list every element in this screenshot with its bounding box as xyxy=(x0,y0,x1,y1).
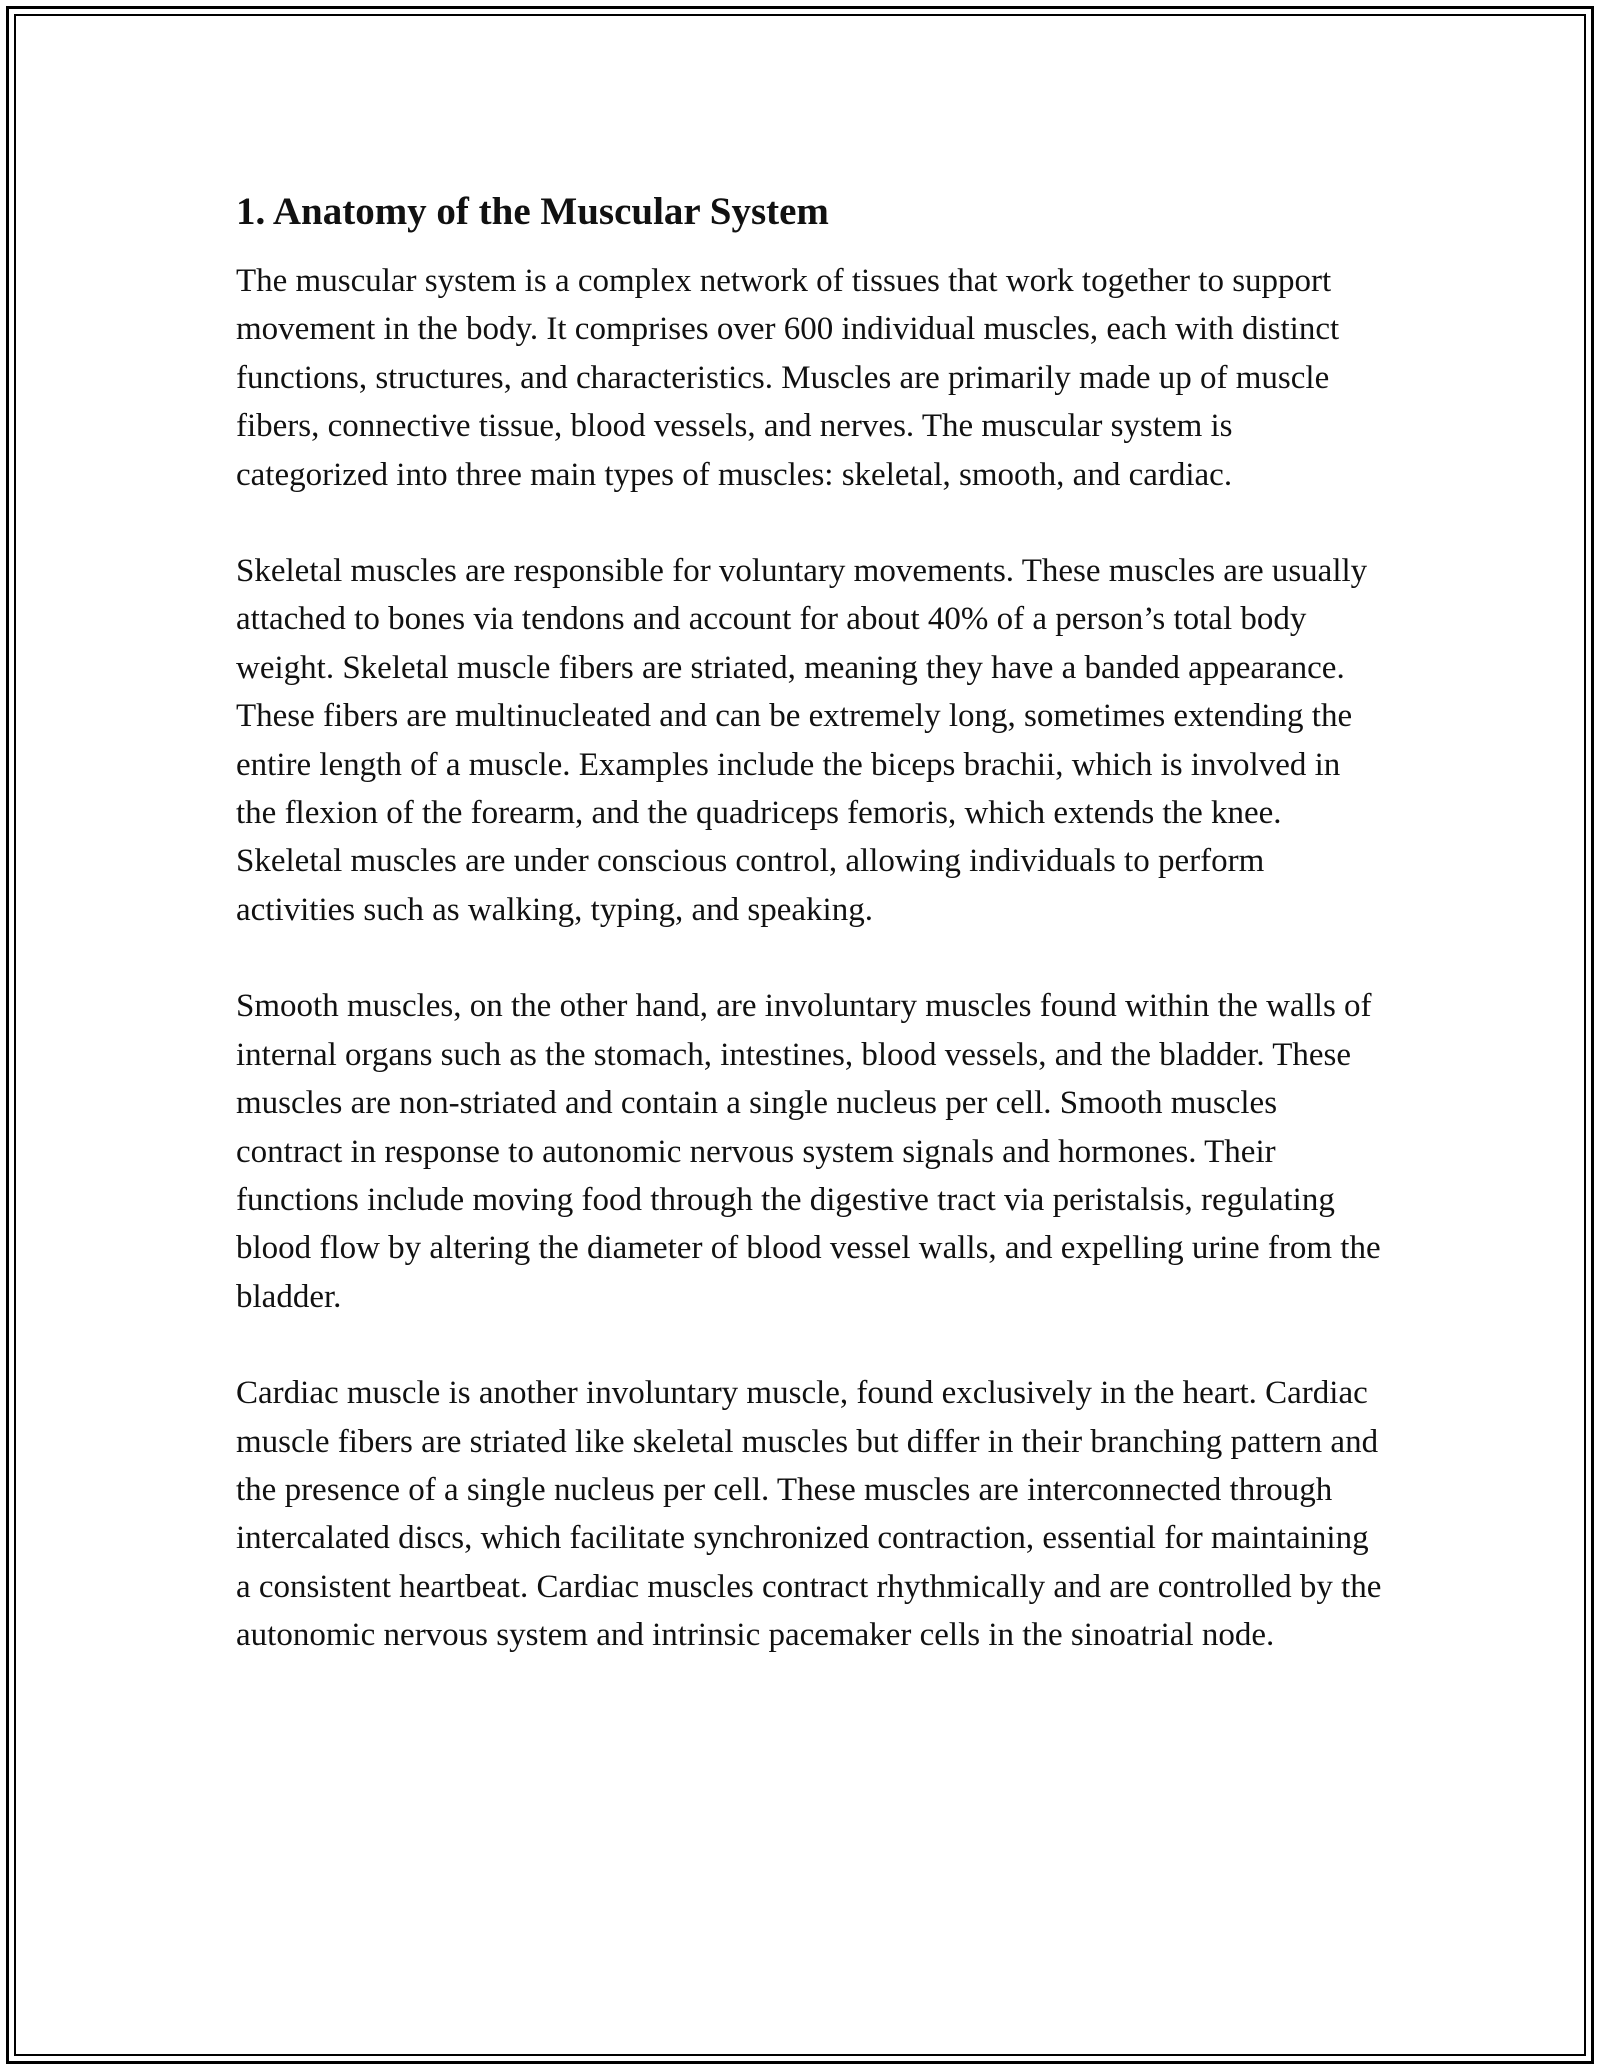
section-heading: 1. Anatomy of the Muscular System xyxy=(236,190,829,233)
document-body xyxy=(236,185,1386,1708)
paragraph-smooth-muscles: Smooth muscles, on the other hand, are involuntary muscles found within the walls of internal organs such as the stomach, intestines, blood vessels, and the bladder. These muscles are non-striated and contain a single nucleus per cell. Smooth muscles contract in response to autonomic nervous system signals and hormones. Their functions include moving food through the digestive tract via peristalsis, regulating blood flow by altering the diameter of blood vessel walls, and expelling urine from the bladder. xyxy=(236,988,1381,1315)
paragraph-overview: The muscular system is a complex network of tissues that work together to support movement in the body. It comprises over 600 individual muscles, each with distinct functions, structures, and characteristics. Muscles are primarily made up of muscle fibers, connective tissue, blood vessels, and nerves. The muscular system is categorized into three main types of muscles: skeletal, smooth, and cardiac. xyxy=(236,263,1340,493)
paragraph-skeletal-muscles: Skeletal muscles are responsible for voluntary movements. These muscles are usually attached to bones via tendons and account for about 40% of a person’s total body weight. Skeletal muscle fibers are striated, meaning they have a banded appearance. These fibers are multinucleated and can be extremely long, sometimes extending the entire length of a muscle. Examples include the biceps brachii, which is involved in the flexion of the forearm, and the quadriceps femoris, which extends the knee. Skeletal muscles are under conscious control, allowing individuals to perform activities such as walking, typing, and speaking. xyxy=(236,553,1368,928)
paragraph-cardiac-muscle: Cardiac muscle is another involuntary muscle, found exclusively in the heart. Cardiac muscle fibers are striated like skeletal muscles but differ in their branching pattern and the presence of a single nucleus per cell. These muscles are interconnected through intercalated discs, which facilitate synchronized contraction, essential for maintaining a consistent heartbeat. Cardiac muscles contract rhythmically and are controlled by the autonomic nervous system and intrinsic pacemaker cells in the sinoatrial node. xyxy=(236,1375,1382,1654)
